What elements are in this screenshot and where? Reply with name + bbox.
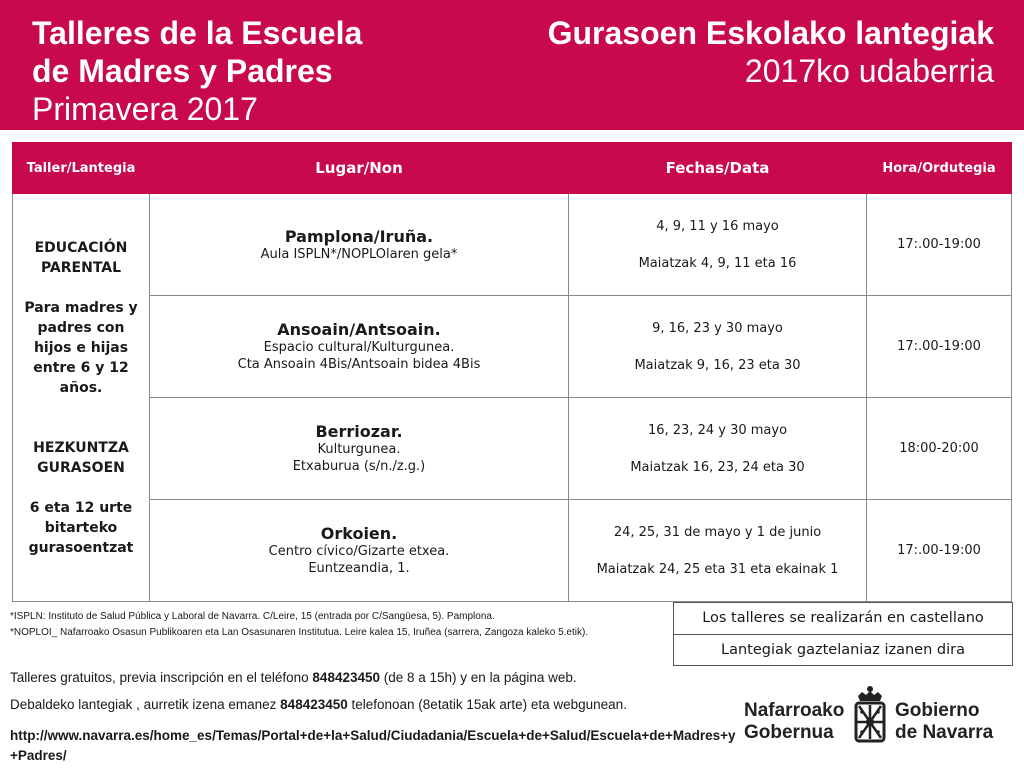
- place-name-text: Pamplona/Iruña: [284, 226, 428, 246]
- footer-es-text-end: (de 8 a 15h) y en la página web.: [380, 670, 577, 685]
- place-detail: Euntzeandia, 1.: [308, 561, 410, 576]
- place-detail: Kulturgunea.: [317, 442, 401, 457]
- language-notice-box: [673, 602, 1013, 666]
- logo-es-line2: de Navarra: [895, 722, 994, 743]
- place-cell: [150, 398, 569, 500]
- title-basque: [548, 14, 994, 90]
- taller-es-title-line2: PARENTAL: [40, 259, 122, 276]
- place-cell: [150, 296, 569, 398]
- date-eu: Maiatzak 24, 25 eta 31 eta ekainak 1: [596, 561, 839, 577]
- place-name: Pamplona/Iruña.: [284, 226, 434, 246]
- title-es-line1: Talleres de la Escuela: [32, 15, 363, 51]
- language-notice-eu: Lantegiak gaztelaniaz izanen dira: [721, 642, 965, 658]
- table-row: [13, 398, 1012, 500]
- place-name: Orkoien.: [320, 524, 398, 543]
- footer-line-eu: [10, 697, 627, 712]
- date-eu: Maiatzak 16, 23, 24 eta 30: [630, 459, 805, 475]
- table-header-row: [13, 143, 1012, 194]
- column-header-taller: Taller/Lantegia: [13, 143, 150, 194]
- table-row: [13, 194, 1012, 296]
- taller-es-title-line1: EDUCACIÓN: [34, 239, 128, 256]
- place-detail: Centro cívico/Gizarte etxea.: [268, 544, 450, 559]
- place-name: Ansoain/Antsoain.: [277, 320, 441, 339]
- place-cell: [150, 194, 569, 296]
- place-cell: [150, 500, 569, 602]
- footer-line-es: [10, 670, 577, 685]
- date-es: 16, 23, 24 y 30 mayo: [647, 422, 788, 438]
- date-es: 9, 16, 23 y 30 mayo: [652, 320, 783, 336]
- column-header-fechas: Fechas/Data: [569, 143, 867, 194]
- taller-eu-title-line2: GURASOEN: [37, 459, 125, 476]
- place-name-text: Berriozar: [315, 422, 397, 441]
- place-detail: Etxaburua (s/n./z.g.): [292, 459, 426, 474]
- header-banner: [0, 0, 1024, 130]
- date-cell: [569, 296, 867, 398]
- logo-text-spanish: [895, 700, 993, 744]
- title-es-line2: de Madres y Padres: [32, 53, 333, 89]
- footer-eu-text: Debaldeko lantegiak , aurretik izena emanez: [10, 697, 281, 712]
- subtitle-es: Primavera 2017: [32, 91, 258, 127]
- date-cell: [569, 398, 867, 500]
- table-row: [13, 296, 1012, 398]
- taller-eu-title: [19, 438, 143, 478]
- taller-es-title: [19, 238, 143, 278]
- place-detail: Aula ISPLN*/NOPLOlaren gela*: [260, 246, 458, 262]
- date-eu: Maiatzak 9, 16, 23 eta 30: [634, 357, 801, 373]
- hora-cell: 17:.00-19:00: [867, 194, 1012, 296]
- title-eu-line1: Gurasoen Eskolako lantegiak: [547, 15, 994, 51]
- phone-number: 848423450: [280, 697, 348, 712]
- taller-cell: [13, 194, 150, 602]
- place-name-text: Ansoain/Antsoain: [277, 320, 435, 339]
- place-name-text: Orkoien: [320, 524, 392, 543]
- website-link[interactable]: http://www.navarra.es/home_es/Temas/Portal+de+la+Salud/Ciudadania/Escuela+de+Salud/Escuela+de+Madres+y+Padres/: [10, 728, 736, 763]
- schedule-table: [12, 142, 1012, 602]
- language-notice-es: Los talleres se realizarán en castellano: [674, 603, 1012, 635]
- table-row: [13, 500, 1012, 602]
- logo-text-basque: [744, 700, 844, 744]
- phone-number: 848423450: [312, 670, 380, 685]
- column-header-hora: Hora/Ordutegia: [867, 143, 1012, 194]
- footnote-noploi: *NOPLOI_ Nafarroako Osasun Publikoaren eta Lan Osasunaren Institutua. Leire kalea 15, Iruñea (sarrera, Zangoza kaleko 5.etik).: [10, 627, 589, 638]
- place-detail: Espacio cultural/Kulturgunea.: [263, 340, 455, 355]
- footnote-ispln: *ISPLN: Instituto de Salud Pública y Laboral de Navarra. C/Leire, 15 (entrada por C/Sangüesa, 5). Pamplona.: [10, 611, 495, 622]
- subtitle-eu: 2017ko udaberria: [744, 53, 994, 89]
- date-es: 4, 9, 11 y 16 mayo: [656, 218, 779, 234]
- hora-cell: 17:.00-19:00: [867, 500, 1012, 602]
- hora-cell: 18:00-20:00: [867, 398, 1012, 500]
- title-spanish: [32, 14, 362, 128]
- logo-eu-line1: Nafarroako: [744, 700, 845, 721]
- date-cell: [569, 500, 867, 602]
- navarra-coat-of-arms-icon: [850, 684, 890, 750]
- footer-eu-text-end: telefonoan (8etatik 15ak arte) eta webgunean.: [347, 697, 627, 712]
- taller-es-desc: Para madres y padres con hijos e hijas entre 6 y 12 años.: [24, 299, 138, 396]
- place-detail: Cta Ansoain 4Bis/Antsoain bidea 4Bis: [237, 357, 481, 372]
- hora-cell: 17:.00-19:00: [867, 296, 1012, 398]
- column-header-lugar: Lugar/Non: [150, 143, 569, 194]
- date-es: 24, 25, 31 de mayo y 1 de junio: [613, 524, 822, 540]
- date-cell: [569, 194, 867, 296]
- footer-es-text: Talleres gratuitos, previa inscripción en el teléfono: [10, 670, 313, 685]
- logo-eu-line2: Gobernua: [744, 722, 834, 743]
- footnotes: [10, 609, 588, 641]
- logo-es-line1: Gobierno: [895, 700, 980, 721]
- gobierno-navarra-logo: [744, 684, 1014, 750]
- taller-eu-desc: 6 eta 12 urte bitarteko gurasoentzat: [28, 499, 134, 556]
- place-name: Berriozar.: [315, 422, 403, 441]
- taller-eu-title-line1: HEZKUNTZA: [33, 439, 129, 456]
- date-eu: Maiatzak 4, 9, 11 eta 16: [638, 255, 797, 271]
